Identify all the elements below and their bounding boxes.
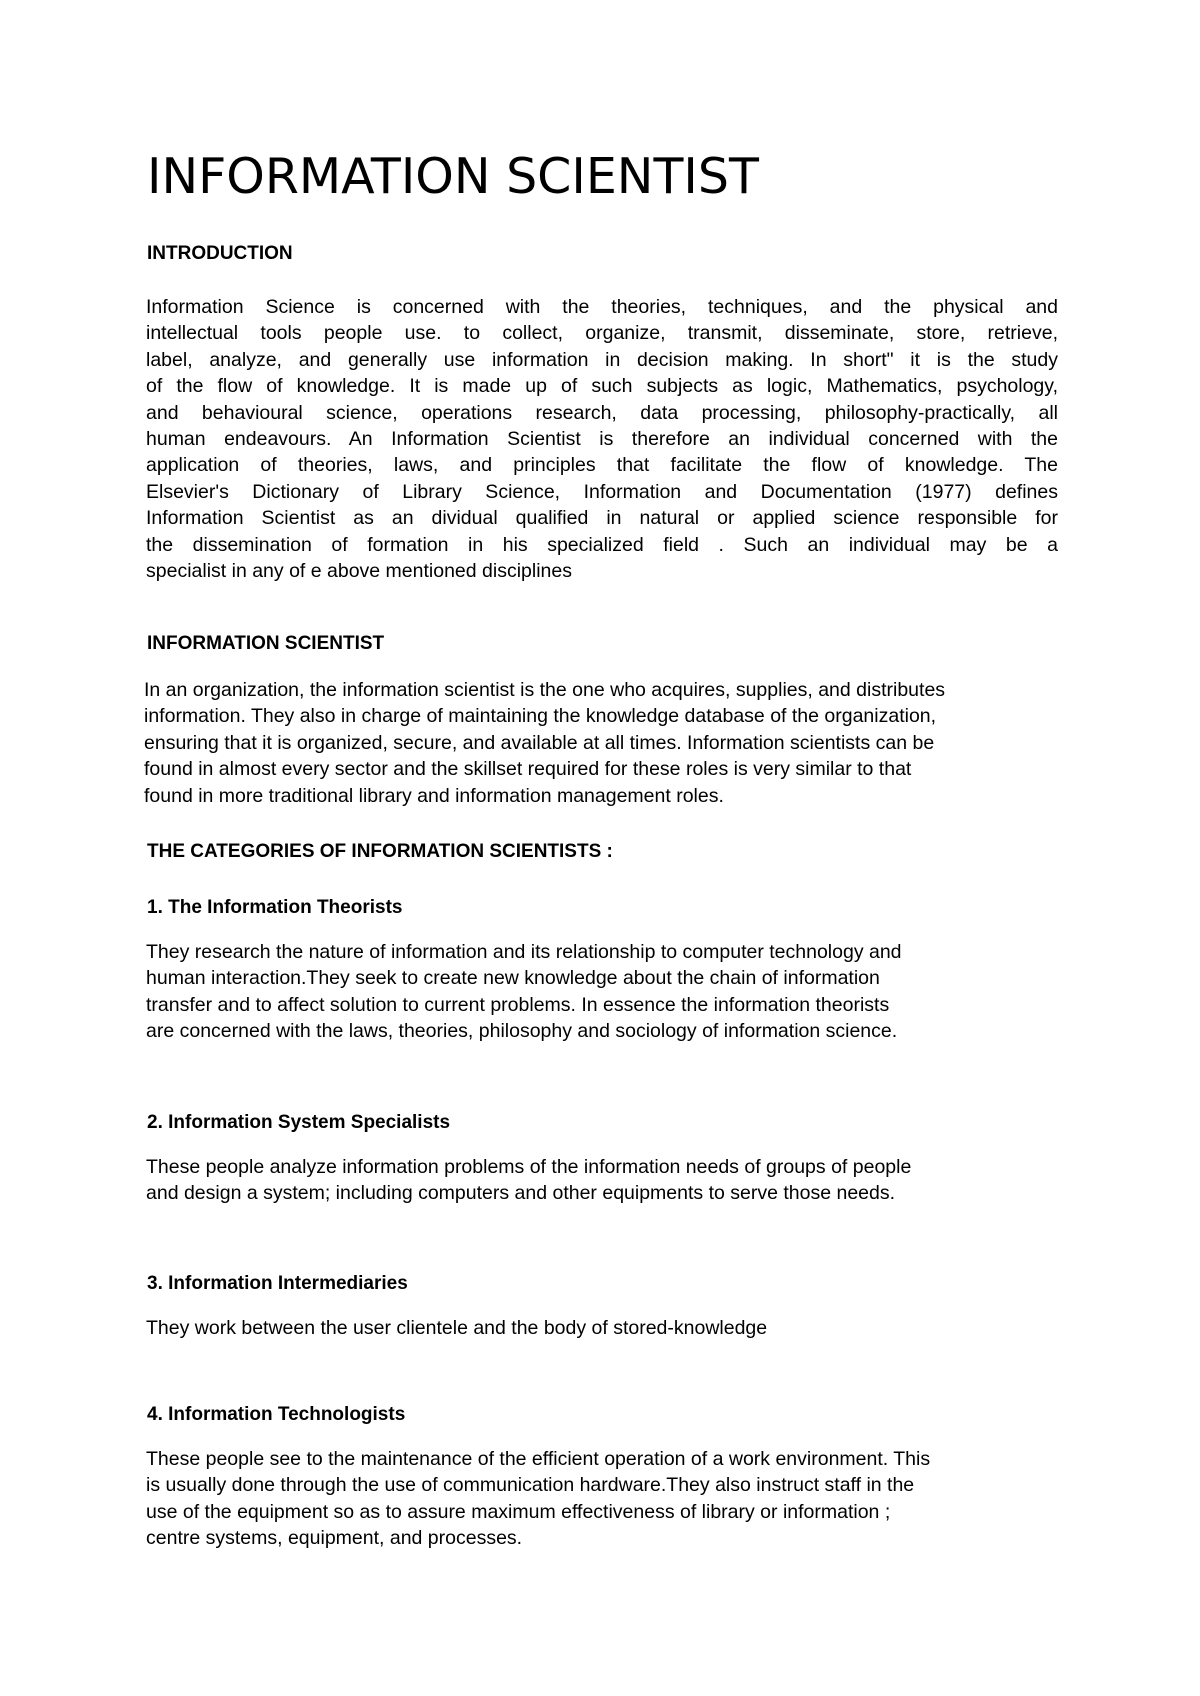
paragraph-line: found in almost every sector and the skillset required for these roles is very similar to that xyxy=(144,758,912,781)
paragraph-line: and behavioural science, operations research, data processing, philosophy-practically, all xyxy=(146,401,1058,424)
paragraph-line: and design a system; including computers and other equipments to serve those needs. xyxy=(146,1182,896,1205)
category-heading-information-technologists: 4. Information Technologists xyxy=(147,1404,406,1425)
paragraph-line: They work between the user clientele and the body of stored-knowledge xyxy=(146,1317,768,1339)
paragraph-line: label, analyze, and generally use information in decision making. In short" it is the study xyxy=(146,348,1058,371)
paragraph-line: intellectual tools people use. to collect, organize, transmit, disseminate, store, retrieve, xyxy=(146,322,1058,345)
category-paragraph-information-theorists xyxy=(146,939,1058,1045)
document-title: INFORMATION SCIENTIST xyxy=(147,148,759,205)
paragraph-line: of the flow of knowledge. It is made up of such subjects as logic, Mathematics, psychology, xyxy=(146,375,1058,398)
paragraph-line: found in more traditional library and information management roles. xyxy=(144,784,724,807)
paragraph-line: application of theories, laws, and principles that facilitate the flow of knowledge. The xyxy=(146,454,1058,477)
categories-heading: THE CATEGORIES OF INFORMATION SCIENTISTS : xyxy=(147,841,613,862)
paragraph-line: Elsevier's Dictionary of Library Science, Information and Documentation (1977) defines xyxy=(146,480,1058,503)
paragraph-line: In an organization, the information scientist is the one who acquires, supplies, and distributes xyxy=(144,679,946,701)
category-heading-information-system-specialists: 2. Information System Specialists xyxy=(147,1112,451,1133)
category-paragraph-information-system-specialists xyxy=(146,1154,1058,1207)
category-heading-information-theorists: 1. The Information Theorists xyxy=(147,897,403,918)
paragraph-line: use of the equipment so as to assure maximum effectiveness of library or information ; xyxy=(146,1500,891,1523)
paragraph-line: information. They also in charge of maintaining the knowledge database of the organization, xyxy=(144,705,937,728)
paragraph-line: These people see to the maintenance of the efficient operation of a work environment. This xyxy=(146,1448,931,1470)
introduction-heading: INTRODUCTION xyxy=(147,243,293,264)
paragraph-line: ensuring that it is organized, secure, and available at all times. Information scientists can be xyxy=(144,731,935,754)
paragraph-line: These people analyze information problems of the information needs of groups of people xyxy=(146,1156,912,1178)
paragraph-line: human endeavours. An Information Scientist is therefore an individual concerned with the xyxy=(146,428,1058,451)
paragraph-line: are concerned with the laws, theories, philosophy and sociology of information science. xyxy=(146,1020,898,1043)
paragraph-line: Information Scientist as an dividual qualified in natural or applied science responsible for xyxy=(146,507,1058,530)
paragraph-line: They research the nature of information and its relationship to computer technology and xyxy=(146,941,902,963)
paragraph-line: specialist in any of e above mentioned disciplines xyxy=(146,560,573,583)
category-heading-information-intermediaries: 3. Information Intermediaries xyxy=(147,1273,408,1294)
information-scientist-heading: INFORMATION SCIENTIST xyxy=(147,633,385,654)
paragraph-line: is usually done through the use of communication hardware.They also instruct staff in the xyxy=(146,1474,915,1497)
category-paragraph-information-intermediaries xyxy=(146,1315,1058,1341)
paragraph-line: human interaction.They seek to create new knowledge about the chain of information xyxy=(146,967,880,990)
introduction-paragraph xyxy=(146,294,1058,584)
category-paragraph-information-technologists xyxy=(146,1446,1058,1552)
paragraph-line: centre systems, equipment, and processes. xyxy=(146,1527,523,1550)
paragraph-line: Information Science is concerned with the theories, techniques, and the physical and xyxy=(146,296,1058,318)
paragraph-line: the dissemination of formation in his specialized field . Such an individual may be a xyxy=(146,533,1058,556)
information-scientist-paragraph xyxy=(144,677,1084,809)
paragraph-line: transfer and to affect solution to current problems. In essence the information theorists xyxy=(146,993,890,1016)
